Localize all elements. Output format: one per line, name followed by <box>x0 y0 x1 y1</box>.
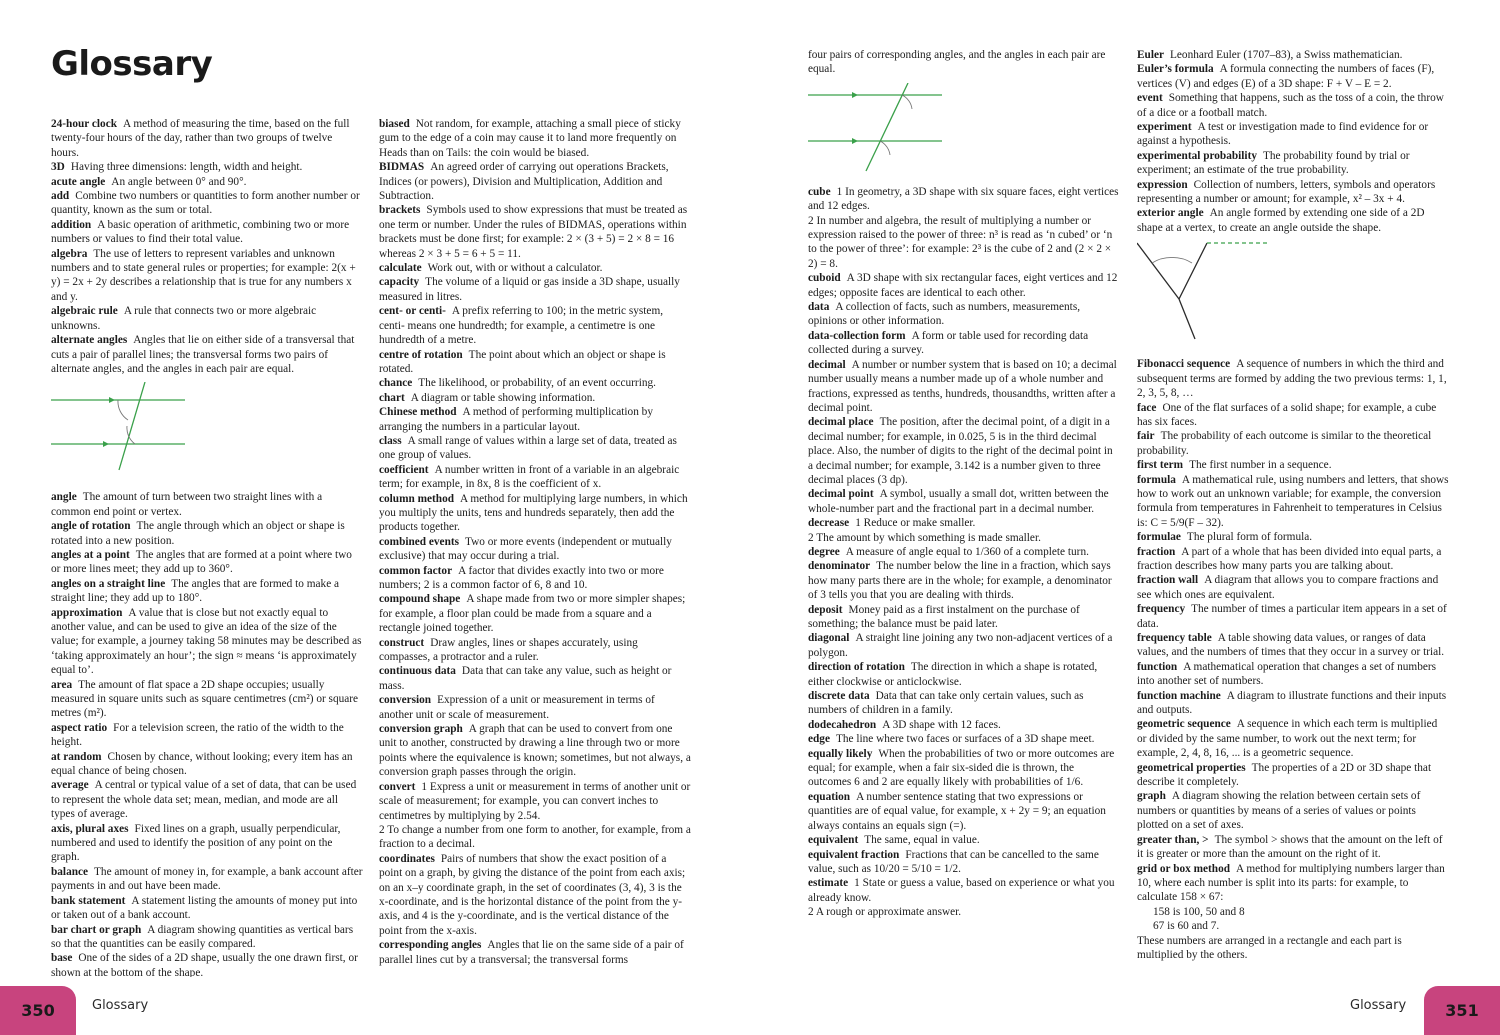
glossary-term: first term <box>1137 459 1184 472</box>
glossary-definition: 2 A rough or approximate answer. <box>808 906 962 919</box>
footer-label-left: Glossary <box>92 998 149 1013</box>
glossary-term: construct <box>379 636 425 649</box>
glossary-term: centre of rotation <box>379 348 463 361</box>
glossary-term: equivalent <box>808 834 859 847</box>
glossary-term: decimal <box>808 358 846 371</box>
glossary-entry <box>808 545 1120 559</box>
glossary-entry <box>51 117 363 160</box>
glossary-entry <box>379 664 691 693</box>
glossary-definition: A formula connecting the numbers of faces (F), vertices (V) and edges (E) of a 3D shape: F + V – E = 2. <box>1137 63 1435 90</box>
glossary-definition: 1 Express a unit or measurement in terms of another unit or scale of measurement; for example, you can convert inches to centimetres by multiplying by 2.54. <box>379 780 691 822</box>
glossary-entry <box>1137 545 1449 574</box>
glossary-term: algebra <box>51 247 88 260</box>
glossary-definition: Angles that lie on the same side of a pair of parallel lines cut by a transversal; the transversal forms <box>379 939 684 966</box>
glossary-term: greater than, > <box>1137 833 1209 846</box>
glossary-term: coefficient <box>379 463 429 476</box>
glossary-term: decimal place <box>808 416 874 429</box>
glossary-term: Fibonacci sequence <box>1137 358 1231 371</box>
glossary-term: column method <box>379 492 455 505</box>
glossary-entry <box>379 391 691 405</box>
glossary-definition: A central or typical value of a set of data, that can be used to represent the whole data set; mean, median, and mode are all types of average. <box>51 779 357 821</box>
glossary-term: chance <box>379 377 413 390</box>
glossary-term: face <box>1137 401 1157 414</box>
glossary-definition: The probability found by trial or experiment; an estimate of the true probability. <box>1137 149 1410 177</box>
alternate-angles-diagram <box>51 382 191 478</box>
glossary-term: BIDMAS <box>379 161 425 174</box>
glossary-term: diagonal <box>808 632 850 645</box>
glossary-definition: Fixed lines on a graph, usually perpendicular, numbered and used to identify the position of any point on the graph. <box>51 822 341 864</box>
glossary-entry <box>808 905 1120 919</box>
glossary-definition: These numbers are arranged in a rectangle and each part is multiplied by the others. <box>1137 934 1402 961</box>
glossary-term: decimal point <box>808 488 874 501</box>
glossary-entry <box>379 434 691 463</box>
glossary-definition: A symbol, usually a small dot, written between the whole-number part and the fractional part in a decimal number. <box>808 488 1109 515</box>
glossary-term: data-collection form <box>808 329 906 342</box>
glossary-term: 3D <box>51 161 65 174</box>
glossary-entry <box>1137 206 1449 235</box>
glossary-entry <box>808 185 1120 214</box>
glossary-definition: A 3D shape with six rectangular faces, eight vertices and 12 edges; opposite faces are identical to each other. <box>808 272 1118 299</box>
glossary-entry <box>379 722 691 780</box>
glossary-definition: A graph that can be used to convert from one unit to another, constructed by drawing a line through two or more points where the equivalence is known; sometimes, but not always, a conversion graph passes through the origin. <box>379 723 691 779</box>
glossary-definition: Data that can take any value, such as height or mass. <box>379 665 672 692</box>
glossary-definition: A rule that connects two or more algebraic unknowns. <box>51 305 317 332</box>
glossary-entry <box>1137 458 1449 472</box>
glossary-term: acute angle <box>51 175 106 188</box>
glossary-entry <box>808 732 1120 746</box>
glossary-entry <box>379 592 691 635</box>
glossary-term: equation <box>808 790 851 803</box>
glossary-term: experiment <box>1137 121 1192 134</box>
glossary-term: formula <box>1137 473 1176 486</box>
glossary-term: compound shape <box>379 593 461 606</box>
glossary-entry <box>808 559 1120 602</box>
glossary-term: angle of rotation <box>51 520 131 533</box>
glossary-term: axis, plural axes <box>51 822 129 835</box>
glossary-term: class <box>379 434 402 447</box>
page-number-left: 350 <box>0 986 76 1035</box>
glossary-definition: When the probabilities of two or more outcomes are equal; for example, when a fair six-sided die is thrown, the outcomes 6 and 2 are equally likely with probabilities of 1/6. <box>808 747 1115 789</box>
glossary-definition: The line where two faces or surfaces of a 3D shape meet. <box>835 733 1095 746</box>
glossary-entry <box>51 490 363 519</box>
glossary-entry <box>379 492 691 535</box>
glossary-definition: 67 is 60 and 7. <box>1153 920 1220 933</box>
glossary-entry <box>379 564 691 593</box>
glossary-term: chart <box>379 391 405 404</box>
glossary-term: fraction <box>1137 545 1176 558</box>
glossary-term: edge <box>808 733 830 746</box>
glossary-term: conversion graph <box>379 723 463 736</box>
glossary-definition: Not random, for example, attaching a small piece of sticky gum to the edge of a coin may cause it to land more frequently on Heads than on Tails: the coin would be biased. <box>379 118 681 159</box>
glossary-term: estimate <box>808 877 849 890</box>
glossary-term: geometric sequence <box>1137 718 1231 731</box>
glossary-definition: The amount of turn between two straight lines with a common end point or vertex. <box>51 491 323 518</box>
glossary-entry <box>379 160 691 203</box>
glossary-entry <box>808 848 1120 877</box>
glossary-term: angle <box>51 491 77 504</box>
glossary-entry <box>51 678 363 721</box>
glossary-term: combined events <box>379 535 460 548</box>
glossary-entry <box>1137 120 1449 149</box>
glossary-definition: The angles that are formed to make a straight line; they add up to 180°. <box>51 577 340 605</box>
glossary-definition: four pairs of corresponding angles, and the angles in each pair are equal. <box>808 49 1106 76</box>
glossary-definition: 2 To change a number from one form to another, for example, from a fraction to a decimal. <box>379 823 691 851</box>
glossary-term: cube <box>808 185 831 198</box>
glossary-definition: Combine two numbers or quantities to form another number or quantity, known as the sum or total. <box>51 190 360 217</box>
exterior-angle-diagram <box>1137 241 1277 345</box>
glossary-entry <box>1137 660 1449 689</box>
glossary-definition: The plural form of formula. <box>1186 531 1313 544</box>
glossary-entry <box>51 218 363 247</box>
glossary-term: addition <box>51 218 92 231</box>
glossary-definition: A diagram showing quantities as vertical bars so that the quantities can be easily compared. <box>51 923 354 950</box>
glossary-definition: A part of a whole that has been divided into equal parts, a fraction describes how many parts you are talking about. <box>1137 545 1442 572</box>
glossary-definition: A sequence in which each term is multiplied or divided by the same number, to work out the next term; for example, 2, 4, 8, 16, ... is a geometric sequence. <box>1137 718 1438 760</box>
glossary-entry <box>379 348 691 377</box>
glossary-definition: A straight line joining any two non-adjacent vertices of a polygon. <box>808 632 1113 659</box>
glossary-term: angles on a straight line <box>51 577 166 590</box>
glossary-definition: A table showing data values, or ranges of data values, and the numbers of times that they occur in a survey or trial. <box>1137 632 1445 659</box>
glossary-entry <box>1137 62 1449 91</box>
glossary-entry <box>808 48 1120 77</box>
footer-label-right: Glossary <box>1350 998 1407 1013</box>
glossary-entry <box>379 261 691 275</box>
glossary-term: grid or box method <box>1137 862 1230 875</box>
glossary-term: capacity <box>379 276 420 289</box>
glossary-entry <box>379 117 691 160</box>
glossary-entry <box>51 822 363 865</box>
glossary-term: biased <box>379 118 410 130</box>
glossary-term: Euler’s formula <box>1137 63 1214 76</box>
glossary-entry <box>51 304 363 333</box>
glossary-entry <box>51 189 363 218</box>
page-number-right: 351 <box>1424 986 1500 1035</box>
glossary-term: calculate <box>379 262 422 275</box>
glossary-term: equally likely <box>808 747 873 760</box>
glossary-entry <box>1137 631 1449 660</box>
glossary-definition: Angles that lie on either side of a transversal that cuts a pair of parallel lines; the transversal forms two pairs of alternate angles, and the angles in each pair are equal. <box>51 334 355 375</box>
glossary-term: bank statement <box>51 894 126 907</box>
glossary-column-4 <box>1137 48 1449 978</box>
glossary-entry <box>1137 48 1449 62</box>
glossary-definition: A method for multiplying large numbers, in which you multiply the units, tens and hundreds separately, then add the products together. <box>379 492 688 534</box>
glossary-definition: A shape made from two or more simpler shapes; for example, a floor plan could be made from a square and a rectangle joined together. <box>379 593 686 635</box>
glossary-entry <box>1137 401 1449 430</box>
glossary-term: fair <box>1137 430 1155 443</box>
glossary-term: function machine <box>1137 689 1221 702</box>
glossary-definition: The angles that are formed at a point where two or more lines meet; they add up to 360°. <box>51 548 352 576</box>
glossary-term: decrease <box>808 517 850 530</box>
glossary-entry <box>808 531 1120 545</box>
glossary-entry <box>1137 602 1449 631</box>
glossary-term: cent- or centi- <box>379 305 446 318</box>
glossary-definition: A form or table used for recording data collected during a survey. <box>808 329 1089 357</box>
glossary-definition: The first number in a sequence. <box>1189 459 1332 472</box>
glossary-definition: A mathematical rule, using numbers and letters, that shows how to work out an unknown variable; for example, the conversion formula from temperatures in Fahrenheit to temperatures in Celsius is: C = 5/9(F – 32). <box>1137 473 1449 529</box>
glossary-term: common factor <box>379 564 453 577</box>
page-title: Glossary <box>51 44 213 84</box>
glossary-term: base <box>51 952 73 965</box>
glossary-definition: The use of letters to represent variables and unknown numbers and to state general rules or properties; for example: 2(x + y) = 2x + 2y describes a relationship that is true for any numbers x and y. <box>51 247 356 303</box>
glossary-entry <box>379 636 691 665</box>
glossary-definition: One of the sides of a 2D shape, usually the one drawn first, or shown at the bottom of the shape. <box>51 952 358 977</box>
glossary-entry <box>51 951 363 977</box>
glossary-definition: Collection of numbers, letters, symbols and operators representing a number or amount; for example, x² – 3x + 4. <box>1137 178 1436 206</box>
glossary-entry <box>1137 573 1449 602</box>
glossary-entry <box>379 852 691 938</box>
glossary-entry <box>808 747 1120 790</box>
glossary-entry <box>1137 905 1449 919</box>
glossary-definition: A value that is close but not exactly equal to another value, and can be used to give an idea of the size of the value; for example, a journey taking 58 minutes may be described as ‘taking approximately an hour’; the sign ≈ means ‘is approximately equal to’. <box>51 606 362 677</box>
glossary-definition: A small range of values within a large set of data, treated as one group of values. <box>379 434 677 462</box>
glossary-definition: Draw angles, lines or shapes accurately, using compasses, a protractor and a ruler. <box>379 636 638 664</box>
glossary-entry <box>808 516 1120 530</box>
glossary-term: frequency table <box>1137 632 1212 644</box>
glossary-entry <box>379 780 691 823</box>
glossary-definition: A 3D shape with 12 faces. <box>882 718 1001 731</box>
glossary-term: equivalent fraction <box>808 848 900 861</box>
glossary-definition: The properties of a 2D or 3D shape that describe it completely. <box>1137 761 1432 789</box>
glossary-entry <box>1137 357 1449 400</box>
glossary-definition: A method of performing multiplication by arranging the numbers in a particular layout. <box>379 406 653 433</box>
glossary-term: Euler <box>1137 49 1164 61</box>
glossary-term: denominator <box>808 560 871 573</box>
glossary-definition: The likelihood, or probability, of an event occurring. <box>418 377 656 390</box>
glossary-definition: 1 Reduce or make smaller. <box>855 517 976 530</box>
glossary-definition: A factor that divides exactly into two or more numbers; 2 is a common factor of 6, 8 and 10. <box>379 564 664 591</box>
glossary-definition: A mathematical operation that changes a set of numbers into another set of numbers. <box>1137 660 1437 688</box>
glossary-entry <box>51 577 363 606</box>
glossary-definition: 1 In geometry, a 3D shape with six square faces, eight vertices and 12 edges. <box>808 185 1119 213</box>
glossary-definition: A number sentence stating that two expressions or quantities are of equal value, for example, x + 2y = 9; an equation always contains an equals sign (=). <box>808 790 1106 832</box>
glossary-term: event <box>1137 92 1163 105</box>
glossary-entry <box>808 689 1120 718</box>
glossary-entry <box>379 203 691 261</box>
glossary-entry <box>51 606 363 678</box>
glossary-entry <box>1137 934 1449 963</box>
glossary-entry <box>1137 833 1449 862</box>
glossary-entry <box>379 376 691 390</box>
glossary-entry <box>808 660 1120 689</box>
glossary-definition: An agreed order of carrying out operations Brackets, Indices (or powers), Division and Multiplication, Addition and Subtraction. <box>379 161 669 203</box>
glossary-entry <box>1137 689 1449 718</box>
glossary-definition: An angle between 0° and 90°. <box>111 175 247 188</box>
glossary-entry <box>51 778 363 821</box>
glossary-term: corresponding angles <box>379 939 482 952</box>
glossary-entry <box>51 247 363 305</box>
glossary-term: aspect ratio <box>51 721 108 734</box>
glossary-entry <box>51 750 363 779</box>
glossary-definition: The number of times a particular item appears in a set of data. <box>1137 603 1447 630</box>
glossary-definition: A diagram or table showing information. <box>410 391 596 404</box>
glossary-term: convert <box>379 780 416 793</box>
glossary-definition: Chosen by chance, without looking; every item has an equal chance of being chosen. <box>51 750 353 778</box>
glossary-entry <box>808 415 1120 487</box>
glossary-definition: Having three dimensions: length, width and height. <box>70 161 303 174</box>
glossary-definition: The point about which an object or shape is rotated. <box>379 348 666 375</box>
glossary-entry <box>1137 717 1449 760</box>
glossary-term: experimental probability <box>1137 149 1257 162</box>
glossary-definition: One of the flat surfaces of a solid shape; for example, a cube has six faces. <box>1137 401 1437 428</box>
glossary-entry <box>808 718 1120 732</box>
glossary-term: expression <box>1137 178 1188 191</box>
glossary-term: Chinese method <box>379 406 457 419</box>
glossary-definition: The direction in which a shape is rotated, either clockwise or anticlockwise. <box>808 661 1098 688</box>
glossary-definition: Two or more events (independent or mutually exclusive) that may occur during a trial. <box>379 535 672 563</box>
glossary-entry <box>808 790 1120 833</box>
glossary-entry <box>379 938 691 967</box>
glossary-definition: Work out, with or without a calculator. <box>427 262 603 275</box>
glossary-definition: Symbols used to show expressions that must be treated as one term or number. Under the rules of BIDMAS, operations within brackets must be done first; for example: 2 × (3 + 5) = 2 × 8 = 16 whereas 2 × 3 + 5 = 6 + 5 = 11. <box>379 204 688 260</box>
glossary-definition: A method of measuring the time, based on the full twenty-four hours of the day, rather than two groups of twelve hours. <box>51 118 350 159</box>
glossary-definition: The volume of a liquid or gas inside a 3D shape, usually measured in litres. <box>379 276 680 303</box>
glossary-definition: A number written in front of a variable in an algebraic term; for example, in 8x, 8 is the coefficient of x. <box>379 463 680 491</box>
glossary-definition: The angle through which an object or shape is rotated into a new position. <box>51 520 345 547</box>
glossary-term: angles at a point <box>51 548 130 561</box>
glossary-entry <box>379 693 691 722</box>
glossary-entry <box>1137 178 1449 207</box>
glossary-term: exterior angle <box>1137 207 1204 220</box>
glossary-definition: A prefix referring to 100; in the metric system, centi- means one hundredth; for example, a centimetre is one hundredth of a metre. <box>379 305 664 347</box>
glossary-term: approximation <box>51 606 123 619</box>
glossary-entry <box>808 833 1120 847</box>
glossary-term: discrete data <box>808 690 870 703</box>
glossary-entry <box>379 535 691 564</box>
glossary-entry <box>808 631 1120 660</box>
glossary-definition: Something that happens, such as the toss of a coin, the throw of a dice or a football match. <box>1137 92 1444 119</box>
glossary-term: data <box>808 301 830 314</box>
glossary-entry <box>1137 91 1449 120</box>
glossary-entry <box>51 175 363 189</box>
glossary-definition: Leonhard Euler (1707–83), a Swiss mathematician. <box>1170 49 1403 61</box>
glossary-entry <box>1137 862 1449 905</box>
glossary-term: formulae <box>1137 531 1181 544</box>
glossary-term: algebraic rule <box>51 305 118 318</box>
glossary-entry <box>51 721 363 750</box>
glossary-entry <box>51 548 363 577</box>
glossary-entry <box>51 333 363 376</box>
glossary-definition: The symbol > shows that the amount on the left of it is greater or more than the amount on the right of it. <box>1137 833 1443 861</box>
glossary-entry <box>808 358 1120 416</box>
glossary-definition: For a television screen, the ratio of the width to the height. <box>51 721 344 749</box>
glossary-entry <box>379 463 691 492</box>
glossary-entry <box>51 865 363 894</box>
glossary-definition: The same, equal in value. <box>864 834 980 847</box>
glossary-entry <box>1137 761 1449 790</box>
glossary-term: direction of rotation <box>808 661 905 674</box>
glossary-term: fraction wall <box>1137 574 1199 587</box>
glossary-definition: 158 is 100, 50 and 8 <box>1153 905 1245 918</box>
glossary-entry <box>808 271 1120 300</box>
glossary-term: function <box>1137 660 1178 673</box>
glossary-term: graph <box>1137 790 1166 803</box>
glossary-entry <box>379 275 691 304</box>
glossary-definition: 1 State or guess a value, based on experience or what you already know. <box>808 877 1115 904</box>
glossary-definition: A diagram showing the relation between certain sets of numbers or quantities by means of a series of values or points plotted on a set of axes. <box>1137 790 1421 832</box>
glossary-entry <box>379 304 691 347</box>
glossary-term: add <box>51 190 70 203</box>
glossary-definition: A sequence of numbers in which the third and subsequent terms are formed by adding the two previous terms: 1, 1, 2, 3, 5, 8, … <box>1137 358 1447 400</box>
glossary-entry <box>808 876 1120 905</box>
glossary-definition: The probability of each outcome is similar to the theoretical probability. <box>1137 430 1432 457</box>
glossary-term: dodecahedron <box>808 718 877 731</box>
glossary-term: deposit <box>808 603 843 616</box>
glossary-entry <box>379 823 691 852</box>
glossary-definition: A diagram to illustrate functions and their inputs and outputs. <box>1137 689 1447 717</box>
glossary-entry <box>1137 789 1449 832</box>
glossary-entry <box>51 894 363 923</box>
glossary-definition: A test or investigation made to find evidence for or against a hypothesis. <box>1137 121 1429 148</box>
glossary-entry <box>51 160 363 174</box>
glossary-definition: A method for multiplying numbers larger than 10, where each number is split into its parts: for example, to calculate 158 × 67: <box>1137 862 1445 904</box>
glossary-term: bar chart or graph <box>51 923 142 936</box>
glossary-definition: The amount of money in, for example, a bank account after payments in and out have been made. <box>51 865 363 893</box>
glossary-definition: A number or number system that is based on 10; a decimal number usually means a number made up of a whole number and fractions, expressed as tenths, hundreds, thousandths, written after a decimal point. <box>808 358 1117 414</box>
glossary-definition: A basic operation of arithmetic, combining two or more numbers or values to find their total value. <box>51 218 350 246</box>
glossary-definition: Expression of a unit or measurement in terms of another unit or scale of measurement. <box>379 694 655 721</box>
glossary-term: degree <box>808 545 840 558</box>
glossary-definition: The position, after the decimal point, of a digit in a decimal number; for example, in 0.025, 5 is in the third decimal place. Also, the number of digits to the right of the decimal point in a decimal number; for example, 3.142 is a number given to three decimal places (3 dp). <box>808 416 1113 486</box>
glossary-definition: A statement listing the amounts of money put into or taken out of a bank account. <box>51 894 358 922</box>
glossary-definition: A measure of angle equal to 1/360 of a complete turn. <box>845 545 1089 558</box>
glossary-entry <box>1137 919 1449 933</box>
glossary-term: brackets <box>379 204 421 217</box>
glossary-definition: Fractions that can be cancelled to the same value, such as 10/20 = 5/10 = 1/2. <box>808 848 1099 875</box>
glossary-entry <box>51 923 363 952</box>
glossary-entry <box>1137 530 1449 544</box>
glossary-definition: Pairs of numbers that show the exact position of a point on a graph, by giving the distance of the point from each axis; on an x–y coordinate graph, in the set of coordinates (3, 4), 3 is the x-coordinate, and is the horizontal distance of the point from the y-axis, and 4 is the y-coordinate, and is the vertical distance of the point from the x-axis. <box>379 852 686 937</box>
glossary-term: cuboid <box>808 272 841 285</box>
glossary-term: alternate angles <box>51 334 128 347</box>
glossary-column-1 <box>51 117 363 977</box>
glossary-term: coordinates <box>379 852 435 865</box>
glossary-term: area <box>51 678 73 691</box>
glossary-entry <box>1137 473 1449 531</box>
glossary-entry <box>51 519 363 548</box>
glossary-column-3 <box>808 48 1120 978</box>
glossary-term: geometrical properties <box>1137 761 1246 774</box>
glossary-entry <box>808 214 1120 272</box>
glossary-entry <box>1137 429 1449 458</box>
glossary-definition: Money paid as a first instalment on the purchase of something; the balance must be paid later. <box>808 603 1080 630</box>
glossary-definition: 2 The amount by which something is made smaller. <box>808 531 1041 544</box>
glossary-entry <box>1137 149 1449 178</box>
glossary-term: at random <box>51 750 102 763</box>
glossary-column-2 <box>379 117 691 977</box>
glossary-entry <box>808 487 1120 516</box>
glossary-entry <box>808 329 1120 358</box>
glossary-term: conversion <box>379 694 432 707</box>
glossary-term: balance <box>51 865 89 878</box>
glossary-definition: The number below the line in a fraction, which says how many parts there are in the whole; for example, a denominator of 3 tells you that you are dealing with thirds. <box>808 560 1112 602</box>
glossary-term: 24-hour clock <box>51 118 118 130</box>
glossary-definition: Data that can take only certain values, such as numbers of children in a family. <box>808 690 1084 717</box>
glossary-entry <box>379 405 691 434</box>
corresponding-angles-diagram <box>808 83 948 173</box>
glossary-term: average <box>51 779 89 792</box>
glossary-term: frequency <box>1137 603 1186 616</box>
glossary-definition: A collection of facts, such as numbers, measurements, opinions or other information. <box>808 301 1081 328</box>
glossary-definition: An angle formed by extending one side of a 2D shape at a vertex, to create an angle outside the shape. <box>1137 207 1425 234</box>
glossary-entry <box>808 603 1120 632</box>
glossary-definition: The amount of flat space a 2D shape occupies; usually measured in square units such as square centimetres (cm²) or square metres (m²). <box>51 678 359 720</box>
glossary-definition: A diagram that allows you to compare fractions and see which ones are equivalent. <box>1137 574 1439 601</box>
glossary-term: continuous data <box>379 665 456 678</box>
glossary-entry <box>808 300 1120 329</box>
glossary-definition: 2 In number and algebra, the result of multiplying a number or expression raised to the power of three: n³ is read as ‘n cubed’ or ‘n to the power of three’: for example: 2³ is the cube of 2 and (2 × 2 × 2) = 8. <box>808 214 1113 270</box>
